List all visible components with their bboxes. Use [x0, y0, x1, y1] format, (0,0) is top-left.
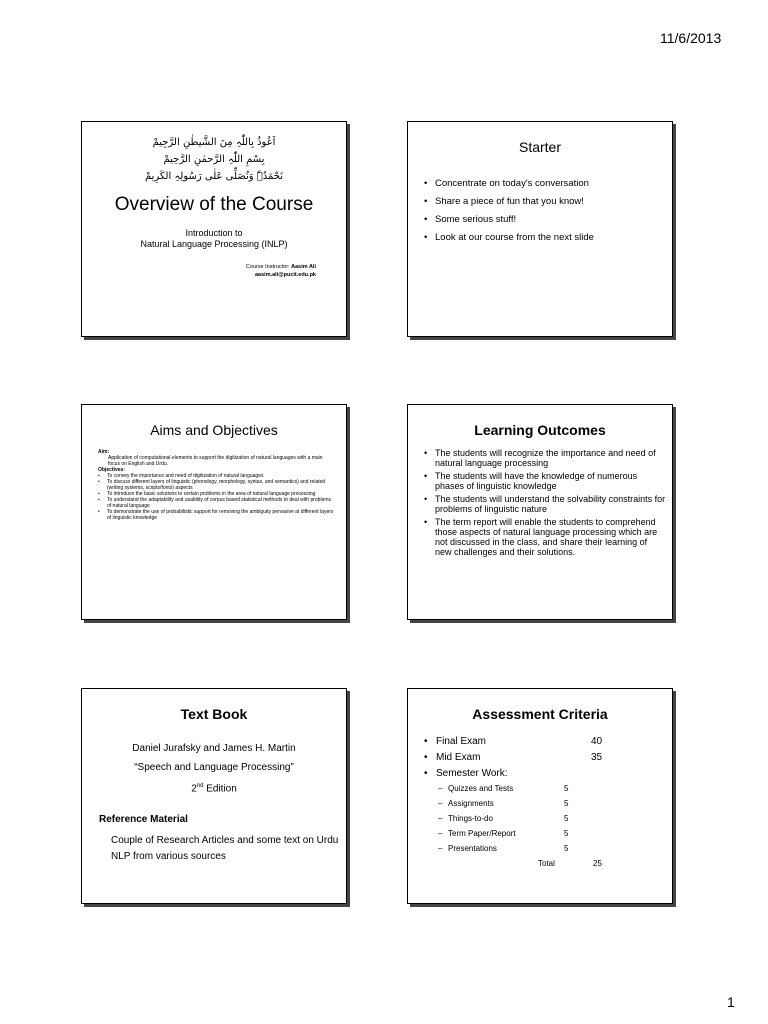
course-subtitle: [82, 228, 346, 250]
book-authors: Daniel Jurafsky and James H. Martin: [132, 743, 296, 754]
assessment-subrow: – Things-to-do 5: [438, 814, 569, 823]
arabic-invocation: [82, 134, 346, 185]
arabic-line: بِسْمِ اللّٰہِ الرَّحمٰنِ الرَّحِیمْ: [163, 154, 265, 165]
assessment-row: • Mid Exam 35: [424, 752, 603, 763]
instructor-email: aasim.ali@pucit.edu.pk: [255, 272, 316, 278]
list-item: • To understand the adaptability and usability of corpus based statistical methods to deal with problems of natural language: [98, 497, 334, 509]
list-item: • Some serious stuff!: [422, 211, 672, 229]
subtitle-line: Introduction to: [185, 228, 243, 238]
list-item: • Look at our course from the next slide: [422, 229, 672, 247]
slide-learning-outcomes: [407, 404, 673, 620]
assessment-row: • Final Exam 40: [424, 736, 603, 747]
handout-date: 11/6/2013: [660, 30, 722, 46]
assessment-subrow: – Term Paper/Report 5: [438, 829, 569, 838]
assessment-subrow: – Quizzes and Tests 5: [438, 784, 569, 793]
subtitle-line: Natural Language Processing (INLP): [140, 239, 288, 249]
slide-title: Starter: [518, 139, 561, 155]
list-item: • Concentrate on today's conversation: [422, 175, 672, 193]
slide-starter: [407, 121, 673, 337]
assessment-table: [408, 736, 672, 873]
list-item: • The term report will enable the students to comprehend those aspects of natural language processing which are not discussed in the class, and share their learning of new challenges and their solutions.: [422, 517, 666, 557]
slide-title: Overview of the Course: [114, 194, 314, 215]
slide-title: Learning Outcomes: [474, 422, 606, 438]
list-item: • The students will recognize the importance and need of natural language processing: [422, 448, 666, 468]
starter-bullets: [422, 175, 672, 247]
slide-overview: [81, 121, 347, 337]
aim-label: Aim:: [98, 449, 110, 455]
slide-title: Text Book: [180, 706, 248, 722]
slide-text-book: [81, 688, 347, 904]
book-edition: 2nd Edition: [191, 783, 237, 795]
objectives-label: Objectives:: [98, 467, 125, 473]
instructor-info: [82, 263, 316, 279]
list-item: • To introduce the basic solutions to certain problems in the area of natural language processing: [98, 491, 334, 497]
slide-title: Assessment Criteria: [472, 706, 608, 722]
objectives-list: [98, 473, 334, 521]
list-item: • Share a piece of fun that you know!: [422, 193, 672, 211]
list-item: • To convey the importance and need of digitization of natural languages: [98, 473, 334, 479]
list-item: • To demonstrate the use of probabilistic support for removing the ambiguity pervasive at different layers of linguistic knowledge: [98, 509, 334, 521]
slide-aims-objectives: [81, 404, 347, 620]
reference-heading: Reference Material: [99, 814, 188, 826]
list-item: • To discuss different layers of linguistic (phonology, morphology, syntax, and semantics) and related (writing systems, scripts/fonts) aspects: [98, 479, 334, 491]
list-item: • The students will have the knowledge of numerous phases of linguistic knowledge: [422, 471, 666, 491]
assessment-row: • Semester Work:: [424, 768, 508, 779]
assessment-subrow: – Assignments 5: [438, 799, 569, 808]
textbook-info: [82, 739, 346, 798]
reference-text: Couple of Research Articles and some text on Urdu NLP from various sources: [111, 835, 339, 863]
aims-content: [98, 449, 334, 521]
arabic-line: اَعُوذُ بِاللّٰہِ مِنَ الشَّیطٰنِ الرَّجِیمْ: [152, 137, 276, 148]
slide-assessment-criteria: [407, 688, 673, 904]
instructor-prefix: Course Instructor:: [245, 264, 292, 270]
page-number: 1: [727, 994, 735, 1010]
book-title: “Speech and Language Processing”: [134, 762, 294, 773]
instructor-name: Aasim Ali: [291, 264, 316, 270]
arabic-line: نَحْمَدُہٗ وَنُصَلِّی عَلٰی رَسُولِہِ الکَرِیمْ: [144, 171, 284, 182]
list-item: • The students will understand the solvability constraints for problems of linguistic nature: [422, 494, 666, 514]
outcomes-list: [422, 448, 666, 557]
assessment-total: Total 25: [538, 859, 602, 868]
aim-text: Application of computational elements to support the digitization of natural languages with a main focus on English and Urdu.: [108, 455, 323, 467]
instructor-line: [82, 263, 316, 271]
assessment-subrow: – Presentations 5: [438, 844, 569, 853]
slide-title: Aims and Objectives: [150, 422, 278, 438]
